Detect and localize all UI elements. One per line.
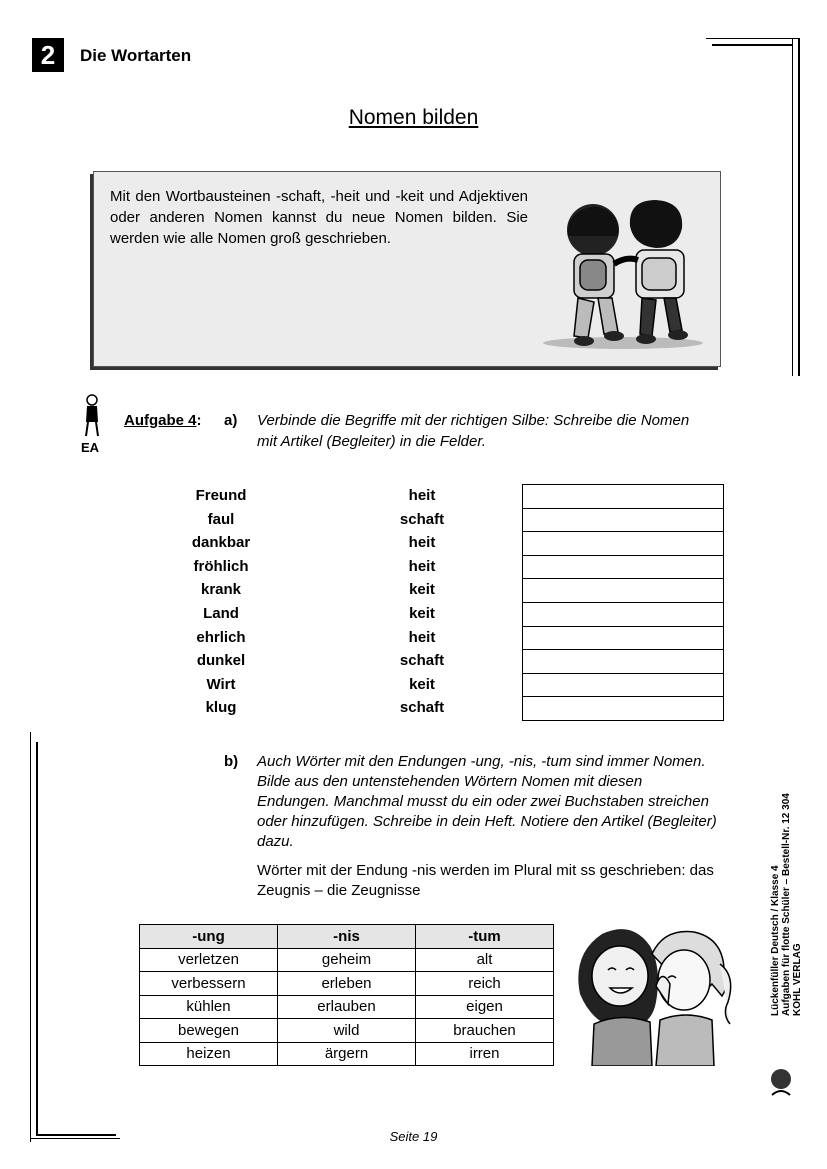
table-row	[140, 972, 554, 996]
table-cell: verbessern	[140, 972, 278, 996]
answer-field[interactable]	[523, 485, 724, 509]
two-boys-walking-illustration	[538, 188, 713, 356]
answer-field[interactable]	[523, 650, 724, 674]
side-line-1: Lückenfüller Deutsch / Klasse 4	[770, 865, 781, 1016]
page-title	[0, 106, 827, 130]
syllable-list	[362, 484, 482, 720]
table-row	[140, 1019, 554, 1043]
table-cell: ärgern	[278, 1042, 416, 1066]
list-item: fröhlich	[193, 557, 249, 575]
answer-fields	[522, 484, 724, 721]
list-item: schaft	[399, 510, 445, 528]
part-b-note: Wörter mit der Endung -nis werden im Plural mit ss geschrieben: das Zeugnis – die Zeugnisse	[257, 862, 714, 899]
table-row	[140, 995, 554, 1019]
word-table	[139, 924, 554, 1066]
table-cell: verletzen	[140, 948, 278, 972]
frame-line	[798, 38, 800, 376]
table-cell: alt	[416, 948, 554, 972]
task-label	[124, 412, 202, 429]
answer-field[interactable]	[523, 602, 724, 626]
table-cell: brauchen	[416, 1019, 554, 1043]
list-item: Freund	[195, 487, 247, 504]
list-item: Land	[203, 604, 239, 622]
list-item: ehrlich	[196, 628, 246, 646]
list-item: heit	[408, 628, 436, 646]
table-cell: erlauben	[278, 995, 416, 1019]
list-item: heit	[408, 557, 436, 575]
column-header: -ung	[140, 925, 278, 949]
list-item: klug	[205, 699, 237, 717]
info-text: Mit den Wortbausteinen -schaft, -heit und -keit und Adjektiven oder anderen Nomen kannst du neue Nomen bilden. Sie werden wie alle Nomen groß geschrieben.	[110, 188, 528, 247]
table-cell: wild	[278, 1019, 416, 1043]
table-row	[140, 948, 554, 972]
frame-line	[792, 38, 793, 376]
chapter-number: 2	[32, 38, 64, 72]
list-item: keit	[409, 581, 435, 599]
table-row	[140, 1042, 554, 1066]
list-item: schaft	[399, 699, 445, 717]
side-publisher: KOHL VERLAG	[792, 943, 803, 1016]
list-item: dankbar	[191, 534, 251, 552]
task-label-colon: :	[196, 412, 202, 429]
frame-line	[30, 732, 31, 1142]
list-item: heit	[408, 534, 436, 552]
table-cell: kühlen	[140, 995, 278, 1019]
column-header: -nis	[278, 925, 416, 949]
side-line-2: Aufgaben für flotte Schüler – Bestell-Nr. 12 304	[781, 793, 792, 1016]
table-cell: eigen	[416, 995, 554, 1019]
page-number: Seite 19	[389, 1129, 438, 1144]
table-cell: erleben	[278, 972, 416, 996]
part-a-marker: a)	[224, 412, 238, 429]
answer-field[interactable]	[523, 508, 724, 532]
answer-field[interactable]	[523, 532, 724, 556]
list-item: keit	[409, 675, 435, 693]
two-girls-whispering-illustration	[572, 924, 737, 1066]
part-b-marker: b)	[224, 753, 239, 770]
list-item: dunkel	[196, 652, 246, 670]
answer-field[interactable]	[523, 579, 724, 603]
person-icon	[83, 394, 101, 438]
page-title-text: Nomen bilden	[348, 106, 479, 129]
side-publisher-text	[770, 793, 803, 1016]
answer-field[interactable]	[523, 626, 724, 650]
frame-line	[706, 38, 798, 39]
column-header: -tum	[416, 925, 554, 949]
answer-field[interactable]	[523, 697, 724, 721]
table-cell: bewegen	[140, 1019, 278, 1043]
table-cell: irren	[416, 1042, 554, 1066]
answer-field[interactable]	[523, 555, 724, 579]
list-item: Wirt	[206, 675, 236, 693]
part-b-instruction: Auch Wörter mit den Endungen -ung, -nis, -tum sind immer Nomen. Bilde aus den untenstehenden Wörtern Nomen mit diesen Endungen. Manchmal musst du ein oder zwei Buchstaben streichen oder hinzufügen. Schreibe in dein Heft. Notiere den Artikel (Begleiter) dazu.	[257, 753, 717, 850]
word-list	[160, 484, 282, 720]
part-a-instruction: Verbinde die Begriffe mit der richtigen Silbe: Schreibe die Nomen mit Artikel (Begleiter) in die Felder.	[257, 412, 690, 450]
list-item: krank	[200, 581, 242, 599]
frame-line	[36, 742, 38, 1136]
work-form-label: EA	[81, 440, 100, 455]
table-cell: heizen	[140, 1042, 278, 1066]
list-item: faul	[207, 510, 235, 528]
chapter-title: Die Wortarten	[80, 46, 192, 65]
table-cell: reich	[416, 972, 554, 996]
kohl-verlag-logo	[768, 1067, 794, 1097]
task-label-text: Aufgabe 4	[124, 412, 197, 429]
list-item: keit	[409, 604, 435, 622]
frame-line	[712, 44, 792, 46]
table-header-row	[140, 925, 554, 949]
list-item: heit	[408, 487, 436, 504]
answer-field[interactable]	[523, 673, 724, 697]
list-item: schaft	[399, 652, 445, 670]
table-cell: geheim	[278, 948, 416, 972]
